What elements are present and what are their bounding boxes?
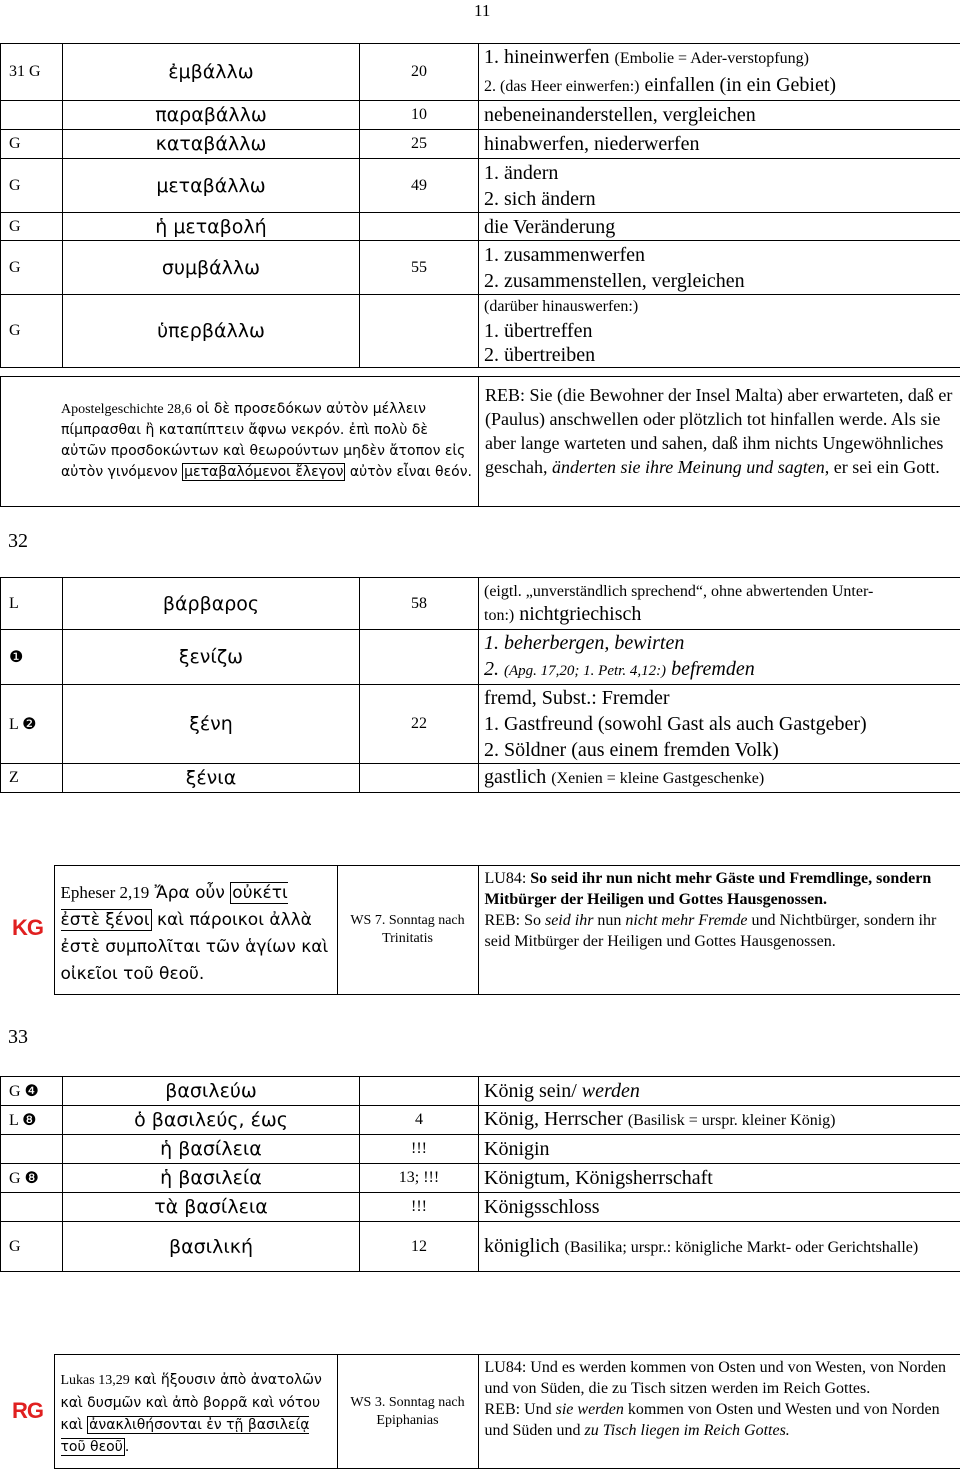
vocab-table-33 — [0, 1076, 960, 1272]
frequency: 12 — [360, 1222, 479, 1272]
liturgy-note: WS 3. Sonntag nach Epiphanias — [337, 1355, 478, 1469]
row-marker: G — [1, 1222, 63, 1272]
row-marker: L ❷ — [1, 685, 63, 764]
vocab-table-31 — [0, 43, 960, 368]
row-marker: 31 G — [1, 44, 63, 101]
table-row — [1, 44, 960, 101]
frequency — [360, 213, 479, 241]
table-row — [1, 295, 960, 368]
frequency: 4 — [360, 1106, 479, 1135]
row-marker: ❶ — [1, 630, 63, 685]
table-row — [1, 130, 960, 159]
meaning: 1. ändern 2. sich ändern — [479, 159, 960, 213]
frequency: !!! — [360, 1135, 479, 1164]
verse-translation: LU84: So seid ihr nun nicht mehr Gäste und Fremdlinge, sondern Mitbürger der Heiligen und Gottes Hausgenossen. REB: So seid ihr nun nicht mehr Fremde und Nichtbürger, sondern ihr seid Mitbürger der Heiligen und Gottes Hausgenossen. — [478, 866, 960, 995]
meaning: 1. hineinwerfen (Embolie = Ader-verstopfung) 2. (das Heer einwerfen:) einfallen (in ein Gebiet) — [479, 44, 960, 101]
row-marker — [1, 1193, 63, 1222]
frequency: 58 — [360, 578, 479, 630]
greek-word: καταβάλλω — [63, 130, 360, 159]
greek-word: παραβάλλω — [63, 101, 360, 130]
table-row — [1, 578, 960, 630]
verse-translation: REB: Sie (die Bewohner der Insel Malta) aber erwarteten, daß er (Paulus) anschwellen oder plötzlich tot hinfallen werde. Als sie aber lange warteten und sahen, daß ihm nichts Ungewöhnliches geschah, änderten sie ihre Meinung und sagten, er sei ein Gott. — [479, 377, 960, 507]
greek-word: μεταβάλλω — [63, 159, 360, 213]
table-row — [1, 241, 960, 295]
table-row — [1, 1222, 960, 1272]
highlighted-phrase: μεταβαλόμενοι ἔλεγον — [184, 464, 344, 480]
verse-table-31 — [0, 376, 960, 507]
frequency: 13; !!! — [360, 1164, 479, 1193]
row-marker — [1, 1135, 63, 1164]
frequency — [360, 764, 479, 793]
greek-word: ἡ βασιλεία — [63, 1164, 360, 1193]
frequency: 10 — [360, 101, 479, 130]
tag-cell — [0, 1355, 54, 1469]
table-row — [0, 1355, 960, 1469]
table-row — [1, 1193, 960, 1222]
page-number: 11 — [474, 1, 491, 20]
meaning: 1. beherbergen, bewirten 2. (Apg. 17,20; 1. Petr. 4,12:) befremden — [479, 630, 960, 685]
meaning: König sein/ werden — [479, 1077, 960, 1106]
meaning: Königin — [479, 1135, 960, 1164]
table-row — [1, 630, 960, 685]
greek-word: ἡ βασίλεια — [63, 1135, 360, 1164]
vocab-table-32 — [0, 577, 960, 793]
greek-word: συμβάλλω — [63, 241, 360, 295]
row-marker: L ❽ — [1, 1106, 63, 1135]
row-marker: G ❹ — [1, 1077, 63, 1106]
row-marker: G — [1, 130, 63, 159]
meaning: König, Herrscher (Basilisk = urspr. kleiner König) — [479, 1106, 960, 1135]
row-marker: G — [1, 295, 63, 368]
table-row — [1, 159, 960, 213]
row-marker: G — [1, 241, 63, 295]
meaning: (darüber hinauswerfen:) 1. übertreffen 2. übertreiben — [479, 295, 960, 368]
frequency: 49 — [360, 159, 479, 213]
table-row — [1, 377, 960, 507]
table-row — [1, 1077, 960, 1106]
greek-word: βασιλεύω — [63, 1077, 360, 1106]
table-row — [1, 1135, 960, 1164]
greek-verse: Lukas 13,29 καὶ ἥξουσιν ἀπὸ ἀνατολῶν καὶ δυσμῶν καὶ ἀπὸ βορρᾶ καὶ νότου καὶ ἀνακλιθήσονται ἐν τῇ βασιλείᾳ τοῦ θεοῦ . — [54, 1355, 337, 1469]
meaning: gastlich (Xenien = kleine Gastgeschenke) — [479, 764, 960, 793]
table-row — [1, 1164, 960, 1193]
highlighted-phrase: οὐκέτι ἐστὲ ξένοι — [60, 883, 288, 930]
frequency — [360, 1077, 479, 1106]
meaning: 1. zusammenwerfen 2. zusammenstellen, vergleichen — [479, 241, 960, 295]
greek-word: ὑπερβάλλω — [63, 295, 360, 368]
row-marker — [1, 101, 63, 130]
greek-word: ἡ μεταβολή — [63, 213, 360, 241]
row-marker: Z — [1, 764, 63, 793]
greek-verse: Epheser 2,19 Ἄρα οὖν οὐκέτι ἐστὲ ξένοι καὶ πάροικοι ἀλλὰ ἐστὲ συμπολῖται τῶν ἁγίων καὶ οἰκεῖοι τοῦ θεοῦ. — [54, 866, 337, 995]
section-number: 33 — [8, 1026, 28, 1048]
row-marker: G — [1, 213, 63, 241]
rg-tag-icon: RG — [12, 1398, 43, 1423]
verse-table-33 — [0, 1354, 960, 1469]
meaning: Königtum, Königsherrschaft — [479, 1164, 960, 1193]
row-marker: L — [1, 578, 63, 630]
meaning: königlich (Basilika; urspr.: königliche Markt- oder Gerichtshalle) — [479, 1222, 960, 1272]
meaning: hinabwerfen, niederwerfen — [479, 130, 960, 159]
meaning: die Veränderung — [479, 213, 960, 241]
verse-translation: LU84: Und es werden kommen von Osten und von Westen, von Norden und von Süden, die zu Tisch sitzen werden im Reich Gottes. REB: Und sie werden kommen von Osten und Westen und von Norden und Süden und zu Tisch liegen im Reich Gottes. — [478, 1355, 960, 1469]
table-row — [1, 764, 960, 793]
frequency: 20 — [360, 44, 479, 101]
tag-cell — [0, 866, 54, 995]
frequency: 25 — [360, 130, 479, 159]
row-marker: G ❽ — [1, 1164, 63, 1193]
section-number: 32 — [8, 530, 28, 552]
table-row — [1, 685, 960, 764]
greek-word: ξένη — [63, 685, 360, 764]
frequency — [360, 295, 479, 368]
kg-tag-icon: KG — [12, 915, 43, 940]
greek-word: ὁ βασιλεύς, έως — [63, 1106, 360, 1135]
greek-word: ξενίζω — [63, 630, 360, 685]
table-row — [1, 1106, 960, 1135]
frequency: 22 — [360, 685, 479, 764]
greek-word: ἐμβάλλω — [63, 44, 360, 101]
row-marker: G — [1, 159, 63, 213]
verse-table-32 — [0, 865, 960, 995]
meaning: nebeneinanderstellen, vergleichen — [479, 101, 960, 130]
greek-word: βάρβαρος — [63, 578, 360, 630]
table-row — [0, 866, 960, 995]
meaning: Königsschloss — [479, 1193, 960, 1222]
greek-word: ξένια — [63, 764, 360, 793]
frequency — [360, 630, 479, 685]
meaning: fremd, Subst.: Fremder 1. Gastfreund (sowohl Gast als auch Gastgeber) 2. Söldner (aus einem fremden Volk) — [479, 685, 960, 764]
greek-word: τὰ βασίλεια — [63, 1193, 360, 1222]
frequency: !!! — [360, 1193, 479, 1222]
highlighted-phrase: ἀνακλιθήσονται ἐν τῇ βασιλείᾳ τοῦ θεοῦ — [60, 1417, 310, 1455]
frequency: 55 — [360, 241, 479, 295]
liturgy-note: WS 7. Sonntag nach Trinitatis — [337, 866, 478, 995]
table-row — [1, 101, 960, 130]
meaning: (eigtl. „unverständlich sprechend“, ohne abwertenden Unter- ton:) nichtgriechisch — [479, 578, 960, 630]
greek-word: βασιλική — [63, 1222, 360, 1272]
greek-verse: Apostelgeschichte 28,6 οἱ δὲ προσεδόκων αὐτὸν μέλλειν πίμπρασθαι ἢ καταπίπτειν ἄφνω νεκρόν. ἐπὶ πολὺ δὲ αὐτῶν προσδοκώντων καὶ θεωρούντων μηδὲν ἄτοπον εἰς αὐτὸν γινόμενον μεταβαλόμενοι ἔλεγον αὐτὸν εἶναι θεόν. — [1, 377, 479, 507]
verse-reference: Apostelgeschichte 28,6 — [61, 402, 192, 417]
table-row — [1, 213, 960, 241]
